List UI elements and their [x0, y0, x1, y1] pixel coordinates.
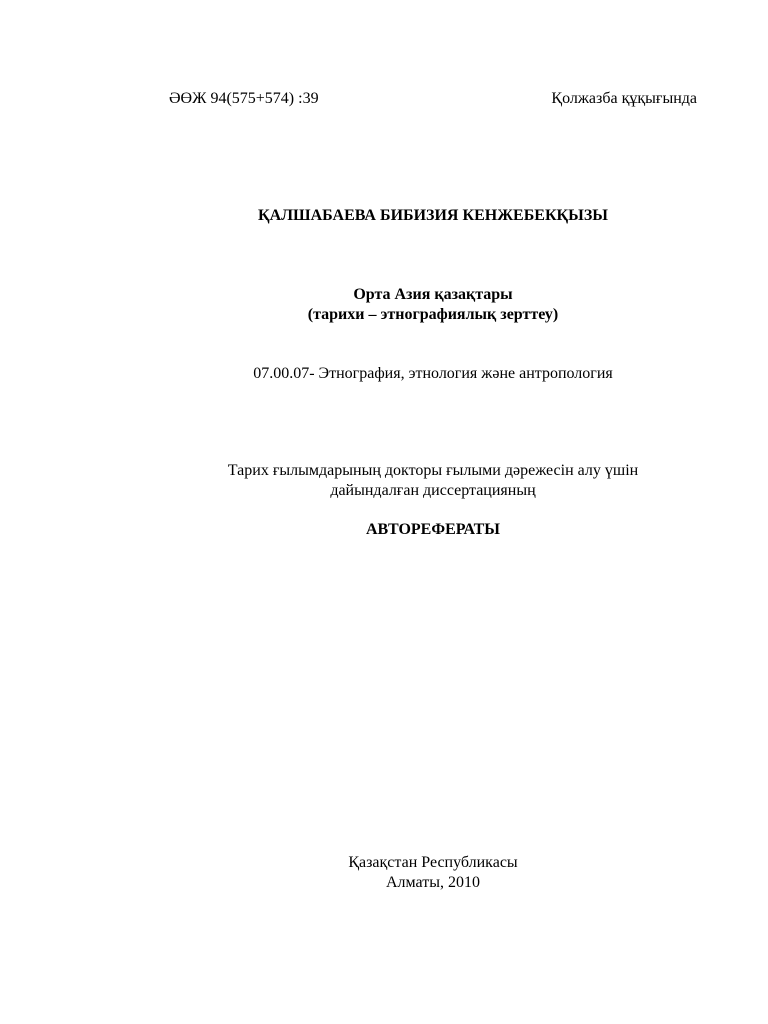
dissertation-subtitle: (тарихи – этнографиялық зерттеу)	[307, 306, 559, 323]
udc-code: ӘӨЖ 94(575+574) :39	[169, 90, 319, 107]
specialty-code: 07.00.07- Этнография, этнология және антропология	[253, 365, 613, 382]
degree-purpose-line-2: дайындалған диссертацияның	[330, 482, 536, 499]
footer-city-year: Алматы, 2010	[386, 874, 480, 891]
footer-country: Қазақстан Республикасы	[348, 854, 518, 871]
author-name: ҚАЛШАБАЕВА БИБИЗИЯ КЕНЖЕБЕКҚЫЗЫ	[257, 207, 609, 224]
dissertation-title: Орта Азия қазақтары	[353, 286, 513, 303]
document-type-heading: АВТОРЕФЕРАТЫ	[365, 521, 501, 538]
degree-purpose-line-1: Тарих ғылымдарының докторы ғылыми дәрежесін алу үшін	[227, 462, 639, 479]
manuscript-rights-label: Қолжазба құқығында	[551, 90, 697, 107]
